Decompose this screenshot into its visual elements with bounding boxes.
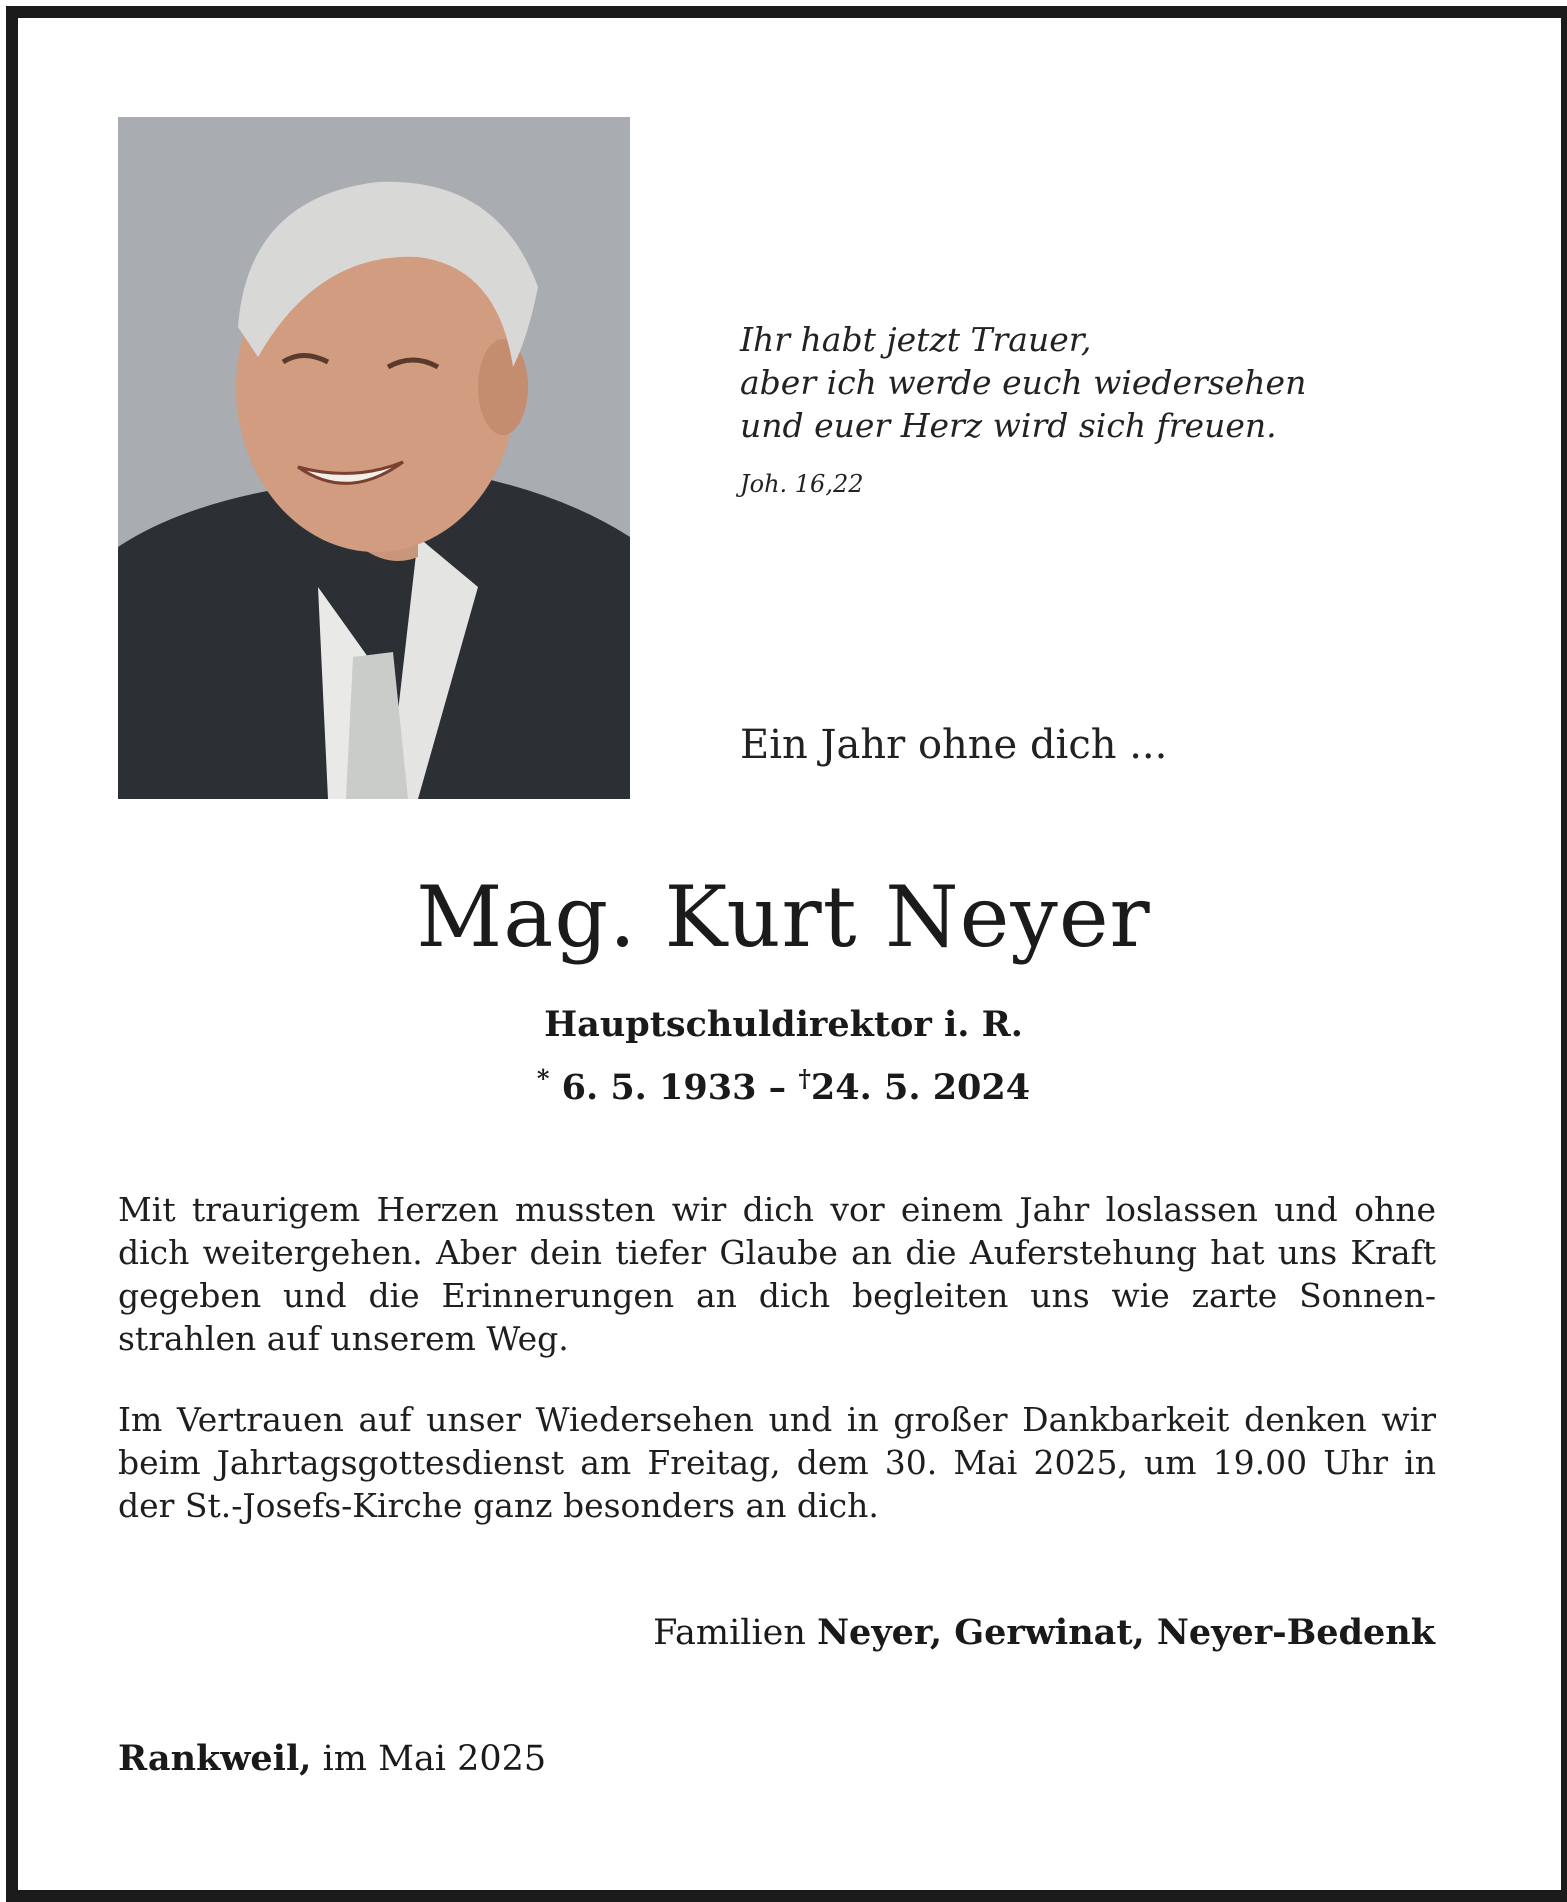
family-signoff <box>653 1612 1435 1653</box>
paragraph-memory: Mit traurigem Herzen mussten wir dich vor einem Jahr loslassen und ohne dich weitergehen. Aber dein tiefer Glaube an die Auferstehung hat uns Kraft gegeben und die Erinnerungen an dich begleiten uns wie zarte Sonnen-strahlen auf unserem Weg. <box>118 1190 1436 1358</box>
birth-date: 6. 5. 1933 <box>561 1067 757 1108</box>
place-date-text: im Mai 2025 <box>322 1739 547 1779</box>
quote-line: aber ich werde euch wiedersehen <box>740 363 1307 402</box>
signoff-families: Neyer, Gerwinat, Neyer-Bedenk <box>817 1612 1435 1653</box>
deceased-name: Mag. Kurt Neyer <box>416 868 1151 966</box>
death-symbol: † <box>798 1064 811 1093</box>
date-separator: – <box>768 1067 787 1108</box>
signoff-prefix: Familien <box>653 1613 806 1653</box>
portrait-illustration <box>118 117 630 799</box>
deceased-title: Hauptschuldirektor i. R. <box>544 1004 1023 1045</box>
paragraph-service: Im Vertrauen auf unser Wiedersehen und in großer Dankbarkeit denken wir beim Jahrtagsgottesdienst am Freitag, dem 30. Mai 2025, um 19.00 Uhr in der St.-Josefs-Kirche ganz besonders an dich. <box>118 1400 1436 1525</box>
bible-quote <box>740 318 1306 447</box>
intro-line: Ein Jahr ohne dich ... <box>740 722 1168 768</box>
place-date <box>118 1738 546 1779</box>
death-date: 24. 5. 2024 <box>810 1067 1031 1108</box>
birth-symbol: * <box>536 1064 550 1093</box>
quote-line: Ihr habt jetzt Trauer, <box>740 320 1092 359</box>
place-town: Rankweil, <box>118 1738 312 1779</box>
quote-line: und euer Herz wird sich freuen. <box>740 406 1277 445</box>
portrait-photo <box>118 117 630 799</box>
life-dates <box>0 1064 1567 1108</box>
quote-reference: Joh. 16,22 <box>740 470 864 498</box>
